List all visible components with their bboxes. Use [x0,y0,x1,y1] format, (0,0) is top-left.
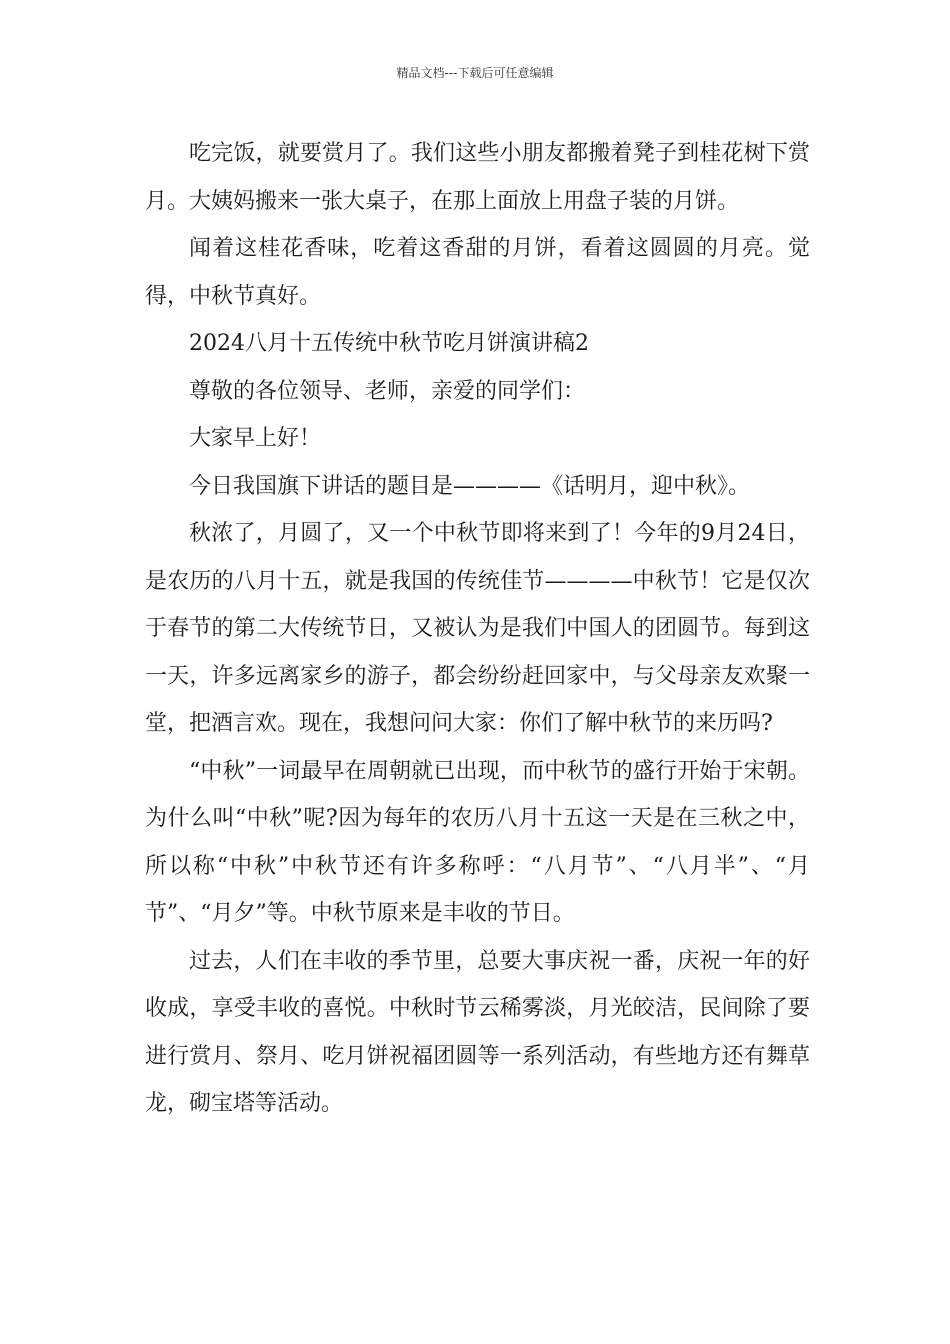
paragraph: 吃完饭，就要赏月了。我们这些小朋友都搬着凳子到桂花树下赏月。大姨妈搬来一张大桌子，在那上面放上用盘子装的月饼。 [145,141,810,214]
salutation: 尊敬的各位领导、老师，亲爱的同学们： [189,378,586,404]
paragraph: 过去，人们在丰收的季节里，总要大事庆祝一番，庆祝一年的好收成，享受丰收的喜悦。中秋时节云稀雾淡，月光皎洁，民间除了要进行赏月、祭月、吃月饼祝福团圆等一系列活动，有些地方还有舞草龙，砌宝塔等活动。 [145,948,810,1116]
paragraph: 今日我国旗下讲话的题目是————《话明月，迎中秋》。 [189,473,751,499]
page-header: 精品文档---下载后可任意编辑 [396,66,554,80]
paragraph: 闻着这桂花香味，吃着这香甜的月饼，看着这圆圆的月亮。觉得，中秋节真好。 [145,236,810,309]
paragraph: 秋浓了，月圆了，又一个中秋节即将来到了！今年的9月24日，是农历的八月十五，就是我国的传统佳节————中秋节！它是仅次于春节的第二大传统节日，又被认为是我们中国人的团圆节。每到这一天，许多远离家乡的游子，都会纷纷赶回家中，与父母亲友欢聚一堂，把酒言欢。现在，我想问问大家：你们了解中秋节的来历吗? [145,521,810,736]
speech-title: 2024八月十五传统中秋节吃月饼演讲稿2 [189,331,589,356]
document-body [145,130,810,1128]
greeting: 大家早上好！ [189,426,322,451]
paragraph: “中秋”一词最早在周朝就已出现，而中秋节的盛行开始于宋朝。为什么叫“中秋”呢?因为每年的农历八月十五这一天是在三秋之中，所以称“中秋”中秋节还有许多称呼：“八月节”、“八月半”、“月节”、“月夕”等。中秋节原来是丰收的节日。 [145,758,810,926]
